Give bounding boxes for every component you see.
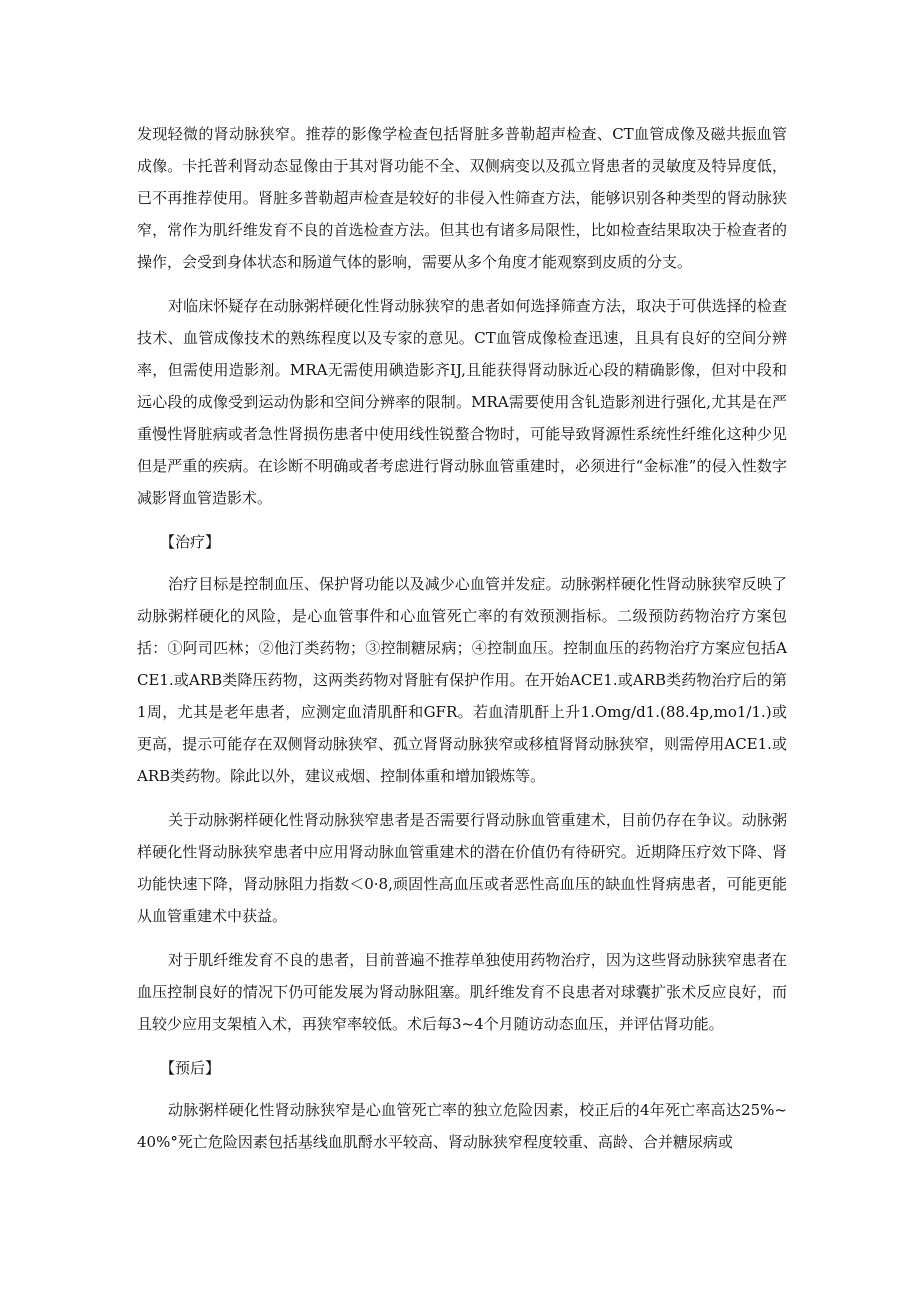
paragraph-fibromuscular-dysplasia: 对于肌纤维发育不良的患者，目前普遍不推荐单独使用药物治疗，因为这些肾动脉狭窄患者在血压控制良好的情况下仍可能发展为肾动脉阻塞。肌纤维发育不良患者对球囊扩张术反应良好，而且较少应用支架植入术，再狭窄率较低。术后每3~4个月随访动态血压，并评估肾功能。 <box>137 951 787 1033</box>
paragraph-treatment-goals: 治疗目标是控制血压、保护肾功能以及减少心血管并发症。动脉粥样硬化性肾动脉狭窄反映了动脉粥样硬化的风险，是心血管事件和心血管死亡率的有效预测指标。二级预防药物治疗方案包括：①阿司匹林；②他汀类药物；③控制糖尿病；④控制血压。控制血压的药物治疗方案应包括ACE1.或ARB类降压药物，这两类药物对肾脏有保护作用。在开始ACE1.或ARB类药物治疗后的第1周，尤其是老年患者，应测定血清肌酐和GFR。若血清肌酐上升1.Omg/d1.(88.4p,mo1∕1.)或更高，提示可能存在双侧肾动脉狭窄、孤立肾肾动脉狭窄或移植肾肾动脉狭窄，则需停用ACE1.或ARB类药物。除此以外，建议戒烟、控制体重和增加锻炼等。 <box>137 575 787 785</box>
paragraph-prognosis: 动脉粥样硬化性肾动脉狭窄是心血管死亡率的独立危险因素，校正后的4年死亡率高达25%~40%°死亡危险因素包括基线血肌酹水平较高、肾动脉狭窄程度较重、高龄、合并糖尿病或 <box>137 1101 787 1151</box>
section-heading-prognosis: 【预后】 <box>160 1059 221 1077</box>
paragraph-imaging: 发现轻微的肾动脉狭窄。推荐的影像学检查包括肾脏多普勒超声检查、CT血管成像及磁共振血管成像。卡托普利肾动态显像由于其对肾功能不全、双侧病变以及孤立肾患者的灵敏度及特异度低，已不再推荐使用。肾脏多普勒超声检查是较好的非侵入性筛查方法，能够识别各种类型的肾动脉狭窄，常作为肌纤维发育不良的首选检查方法。但其也有诸多局限性，比如检查结果取决于检查者的操作，会受到身体状态和肠道气体的影响，需要从多个角度才能观察到皮质的分支。 <box>137 125 787 271</box>
paragraph-screening: 对临床怀疑存在动脉粥样硬化性肾动脉狭窄的患者如何选择筛查方法，取决于可供选择的检查技术、血管成像技术的熟练程度以及专家的意见。CT血管成像检查迅速，且具有良好的空间分辨率，但需使用造影剂。MRA无需使用碘造影齐IJ,且能获得肾动脉近心段的精确影像，但对中段和远心段的成像受到运动伪影和空间分辨率的限制。MRA需要使用含钆造影剂进行强化,尤其是在严重慢性肾脏病或者急性肾损伤患者中使用线性锐螯合物时，可能导致肾源性系统性纤维化这种少见但是严重的疾病。在诊断不明确或者考虑进行肾动脉血管重建时，必须进行“金标准”的侵入性数字减影肾血管造影术。 <box>137 297 787 507</box>
paragraph-revascularization: 关于动脉粥样硬化性肾动脉狭窄患者是否需要行肾动脉血管重建术，目前仍存在争议。动脉粥样硬化性肾动脉狭窄患者中应用肾动脉血管重建术的潜在价值仍有待研究。近期降压疗效下降、肾功能快速下降，肾动脉阻力指数＜0·8,顽固性高血压或者恶性高血压的缺血性肾病患者，可能更能从血管重建术中获益。 <box>137 811 787 925</box>
document-body <box>137 118 787 1158</box>
section-heading-treatment: 【治疗】 <box>160 533 221 551</box>
